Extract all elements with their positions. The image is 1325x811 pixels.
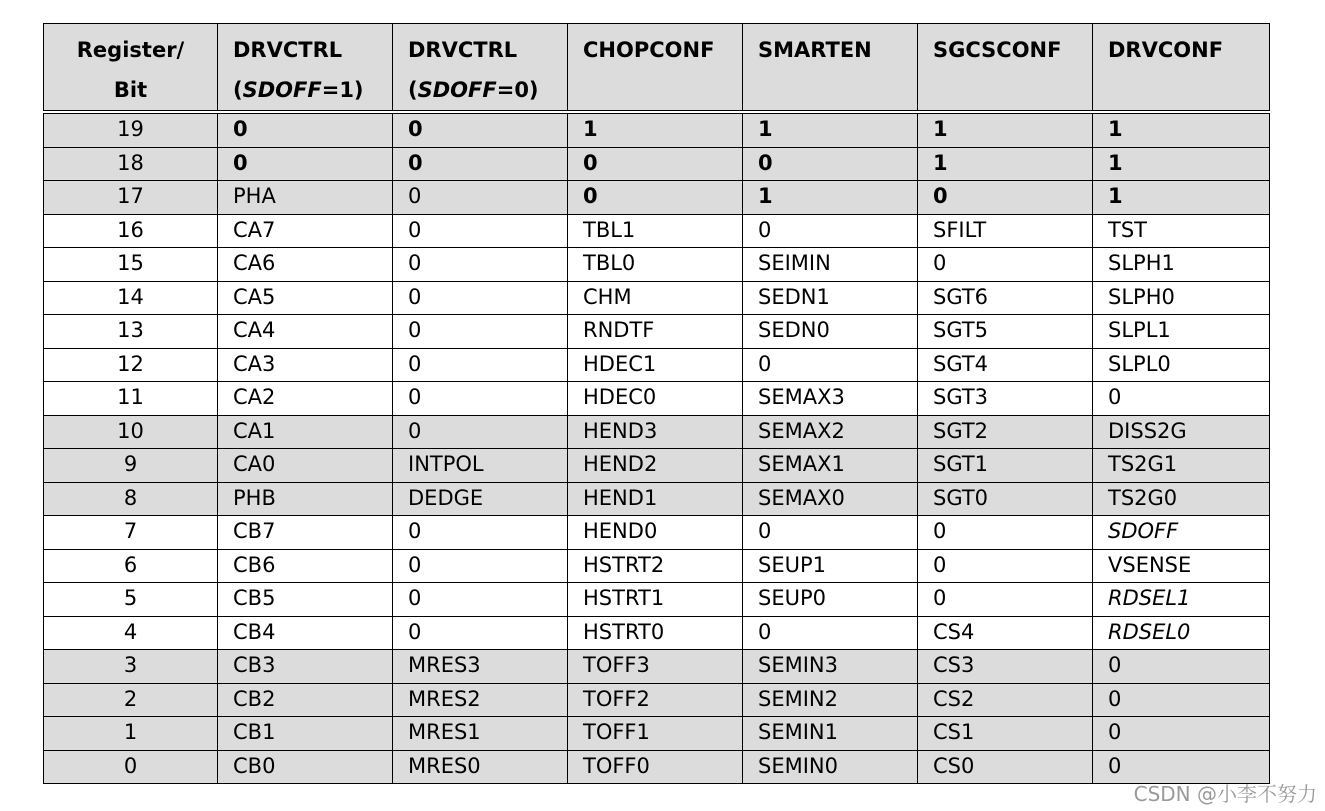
table-cell: CS4 bbox=[918, 616, 1093, 650]
table-cell: DEDGE bbox=[393, 482, 568, 516]
register-table bbox=[43, 23, 1270, 784]
table-cell: SEMAX0 bbox=[743, 482, 918, 516]
table-cell: 0 bbox=[393, 214, 568, 248]
table-cell: 0 bbox=[743, 214, 918, 248]
table-cell: TBL1 bbox=[568, 214, 743, 248]
table-row bbox=[44, 750, 1270, 784]
table-row bbox=[44, 650, 1270, 684]
table-cell: 0 bbox=[393, 248, 568, 282]
table-cell: CA3 bbox=[218, 348, 393, 382]
table-cell: 0 bbox=[918, 248, 1093, 282]
table-cell: SEMAX1 bbox=[743, 449, 918, 483]
table-cell: SLPH0 bbox=[1093, 281, 1270, 315]
table-cell: CA1 bbox=[218, 415, 393, 449]
header-text-italic: SDOFF bbox=[417, 78, 497, 102]
table-cell: SEMIN0 bbox=[743, 750, 918, 784]
header-chopconf bbox=[568, 24, 743, 113]
table-cell: DISS2G bbox=[1093, 415, 1270, 449]
table-cell: SGT0 bbox=[918, 482, 1093, 516]
table-cell: SFILT bbox=[918, 214, 1093, 248]
table-cell: TS2G1 bbox=[1093, 449, 1270, 483]
table-cell: MRES3 bbox=[393, 650, 568, 684]
table-cell: 0 bbox=[393, 348, 568, 382]
table-cell: SDOFF bbox=[1093, 516, 1270, 550]
table-cell: HSTRT0 bbox=[568, 616, 743, 650]
table-cell: TOFF3 bbox=[568, 650, 743, 684]
table-cell: 0 bbox=[568, 147, 743, 181]
table-cell: 0 bbox=[393, 516, 568, 550]
table-cell: RDSEL1 bbox=[1093, 583, 1270, 617]
table-cell: 0 bbox=[918, 516, 1093, 550]
header-text: ( bbox=[233, 78, 243, 102]
table-cell: SEIMIN bbox=[743, 248, 918, 282]
table-cell: 0 bbox=[393, 281, 568, 315]
table-row bbox=[44, 248, 1270, 282]
table-cell: 0 bbox=[743, 516, 918, 550]
table-cell: MRES1 bbox=[393, 717, 568, 751]
table-cell: CB0 bbox=[218, 750, 393, 784]
bit-number: 9 bbox=[44, 449, 218, 483]
table-cell: CS0 bbox=[918, 750, 1093, 784]
table-cell: CA2 bbox=[218, 382, 393, 416]
table-row bbox=[44, 147, 1270, 181]
table-cell: CB1 bbox=[218, 717, 393, 751]
header-smarten bbox=[743, 24, 918, 113]
header-line: CHOPCONF bbox=[583, 38, 715, 62]
header-drvctrl-sdoff1 bbox=[218, 24, 393, 113]
table-cell: SEMAX2 bbox=[743, 415, 918, 449]
bit-number: 8 bbox=[44, 482, 218, 516]
table-cell: 1 bbox=[1093, 147, 1270, 181]
bit-number: 14 bbox=[44, 281, 218, 315]
table-cell: 0 bbox=[568, 181, 743, 215]
table-cell: 1 bbox=[743, 112, 918, 147]
table-cell: CS2 bbox=[918, 683, 1093, 717]
bit-number: 1 bbox=[44, 717, 218, 751]
table-cell: 0 bbox=[393, 415, 568, 449]
header-line: SMARTEN bbox=[758, 38, 872, 62]
table-cell: 0 bbox=[393, 315, 568, 349]
bit-number: 7 bbox=[44, 516, 218, 550]
table-cell: RNDTF bbox=[568, 315, 743, 349]
table-cell: SGT4 bbox=[918, 348, 1093, 382]
table-cell: SGT2 bbox=[918, 415, 1093, 449]
table-cell: TOFF2 bbox=[568, 683, 743, 717]
table-cell: HEND0 bbox=[568, 516, 743, 550]
table-cell: 0 bbox=[918, 583, 1093, 617]
table-body bbox=[44, 112, 1270, 784]
table-cell: TST bbox=[1093, 214, 1270, 248]
table-cell: CB4 bbox=[218, 616, 393, 650]
table-row bbox=[44, 583, 1270, 617]
table-cell: 1 bbox=[918, 112, 1093, 147]
header-line: Bit bbox=[113, 78, 148, 102]
table-cell: CHM bbox=[568, 281, 743, 315]
table-row bbox=[44, 616, 1270, 650]
table-cell: CA5 bbox=[218, 281, 393, 315]
table-cell: TS2G0 bbox=[1093, 482, 1270, 516]
table-cell: SEMIN3 bbox=[743, 650, 918, 684]
header-register-bit bbox=[44, 24, 218, 113]
table-cell: SGT3 bbox=[918, 382, 1093, 416]
table-cell: SEDN0 bbox=[743, 315, 918, 349]
table-cell: HEND1 bbox=[568, 482, 743, 516]
table-cell: 0 bbox=[918, 549, 1093, 583]
table-cell: 1 bbox=[1093, 181, 1270, 215]
table-cell: CA6 bbox=[218, 248, 393, 282]
table-cell: SLPL1 bbox=[1093, 315, 1270, 349]
header-line bbox=[233, 70, 392, 110]
bit-number: 2 bbox=[44, 683, 218, 717]
bit-number: 5 bbox=[44, 583, 218, 617]
table-cell: 0 bbox=[1093, 382, 1270, 416]
table-cell: 0 bbox=[918, 181, 1093, 215]
table-cell: 0 bbox=[218, 112, 393, 147]
table-row bbox=[44, 214, 1270, 248]
table-row bbox=[44, 549, 1270, 583]
table-cell: 1 bbox=[568, 112, 743, 147]
bit-number: 16 bbox=[44, 214, 218, 248]
table-cell: 0 bbox=[218, 147, 393, 181]
table-row bbox=[44, 315, 1270, 349]
table-row bbox=[44, 382, 1270, 416]
table-cell: SGT5 bbox=[918, 315, 1093, 349]
table-cell: SLPH1 bbox=[1093, 248, 1270, 282]
header-text: ( bbox=[408, 78, 418, 102]
table-row bbox=[44, 112, 1270, 147]
table-cell: 0 bbox=[393, 583, 568, 617]
table-cell: 1 bbox=[1093, 112, 1270, 147]
table-cell: CS1 bbox=[918, 717, 1093, 751]
bit-number: 3 bbox=[44, 650, 218, 684]
table-cell: MRES2 bbox=[393, 683, 568, 717]
table-row bbox=[44, 516, 1270, 550]
bit-number: 12 bbox=[44, 348, 218, 382]
table-cell: HDEC0 bbox=[568, 382, 743, 416]
header-text: =1) bbox=[321, 78, 364, 102]
table-cell: RDSEL0 bbox=[1093, 616, 1270, 650]
table-cell: CB6 bbox=[218, 549, 393, 583]
table-cell: PHA bbox=[218, 181, 393, 215]
table-row bbox=[44, 482, 1270, 516]
table-cell: TOFF1 bbox=[568, 717, 743, 751]
table-cell: HEND2 bbox=[568, 449, 743, 483]
bit-number: 11 bbox=[44, 382, 218, 416]
table-cell: 0 bbox=[1093, 650, 1270, 684]
table-cell: SGT6 bbox=[918, 281, 1093, 315]
header-line: Register/ bbox=[76, 38, 185, 62]
bit-number: 4 bbox=[44, 616, 218, 650]
watermark: CSDN @小李不努力 bbox=[1133, 782, 1317, 806]
table-cell: PHB bbox=[218, 482, 393, 516]
table-cell: SEMIN2 bbox=[743, 683, 918, 717]
table-cell: SEMIN1 bbox=[743, 717, 918, 751]
table-cell: 0 bbox=[393, 616, 568, 650]
table-cell: 0 bbox=[1093, 750, 1270, 784]
table-row bbox=[44, 449, 1270, 483]
table-cell: TOFF0 bbox=[568, 750, 743, 784]
header-sgcsconf bbox=[918, 24, 1093, 113]
table-cell: 0 bbox=[393, 549, 568, 583]
bit-number: 6 bbox=[44, 549, 218, 583]
bit-number: 17 bbox=[44, 181, 218, 215]
table-cell: 0 bbox=[743, 147, 918, 181]
bit-number: 15 bbox=[44, 248, 218, 282]
table-cell: SGT1 bbox=[918, 449, 1093, 483]
bit-number: 10 bbox=[44, 415, 218, 449]
table-cell: MRES0 bbox=[393, 750, 568, 784]
table-cell: 0 bbox=[393, 147, 568, 181]
table-cell: 1 bbox=[743, 181, 918, 215]
table-row bbox=[44, 181, 1270, 215]
table-cell: 0 bbox=[1093, 717, 1270, 751]
table-cell: SLPL0 bbox=[1093, 348, 1270, 382]
bit-number: 18 bbox=[44, 147, 218, 181]
table-cell: HSTRT1 bbox=[568, 583, 743, 617]
table-row bbox=[44, 415, 1270, 449]
header-line bbox=[408, 70, 567, 110]
bit-number: 0 bbox=[44, 750, 218, 784]
table-cell: 0 bbox=[743, 616, 918, 650]
table-row bbox=[44, 348, 1270, 382]
table-cell: CA0 bbox=[218, 449, 393, 483]
header-drvctrl-sdoff0 bbox=[393, 24, 568, 113]
table-cell: 1 bbox=[918, 147, 1093, 181]
table-cell: VSENSE bbox=[1093, 549, 1270, 583]
header-line: DRVCTRL bbox=[408, 38, 518, 62]
table-cell: CA4 bbox=[218, 315, 393, 349]
table-cell: INTPOL bbox=[393, 449, 568, 483]
table-cell: 0 bbox=[1093, 683, 1270, 717]
header-line: DRVCONF bbox=[1108, 38, 1224, 62]
header-text: =0) bbox=[496, 78, 539, 102]
header-drvconf bbox=[1093, 24, 1270, 113]
header-row bbox=[44, 24, 1270, 113]
table-cell: SEMAX3 bbox=[743, 382, 918, 416]
table-cell: 0 bbox=[743, 348, 918, 382]
table-row bbox=[44, 717, 1270, 751]
table-row bbox=[44, 683, 1270, 717]
table-row bbox=[44, 281, 1270, 315]
table-cell: HEND3 bbox=[568, 415, 743, 449]
table-cell: 0 bbox=[393, 112, 568, 147]
table-cell: CB2 bbox=[218, 683, 393, 717]
header-text-italic: SDOFF bbox=[242, 78, 322, 102]
table-cell: TBL0 bbox=[568, 248, 743, 282]
bit-number: 19 bbox=[44, 112, 218, 147]
table-header bbox=[44, 24, 1270, 113]
table-cell: 0 bbox=[393, 181, 568, 215]
table-cell: CB3 bbox=[218, 650, 393, 684]
header-line: DRVCTRL bbox=[233, 38, 343, 62]
table-cell: SEUP1 bbox=[743, 549, 918, 583]
table-cell: SEUP0 bbox=[743, 583, 918, 617]
table-cell: CS3 bbox=[918, 650, 1093, 684]
table-cell: CA7 bbox=[218, 214, 393, 248]
table-cell: HSTRT2 bbox=[568, 549, 743, 583]
table-cell: 0 bbox=[393, 382, 568, 416]
table-cell: CB5 bbox=[218, 583, 393, 617]
header-line: SGCSCONF bbox=[933, 38, 1062, 62]
table-cell: SEDN1 bbox=[743, 281, 918, 315]
table-cell: CB7 bbox=[218, 516, 393, 550]
table-cell: HDEC1 bbox=[568, 348, 743, 382]
bit-number: 13 bbox=[44, 315, 218, 349]
